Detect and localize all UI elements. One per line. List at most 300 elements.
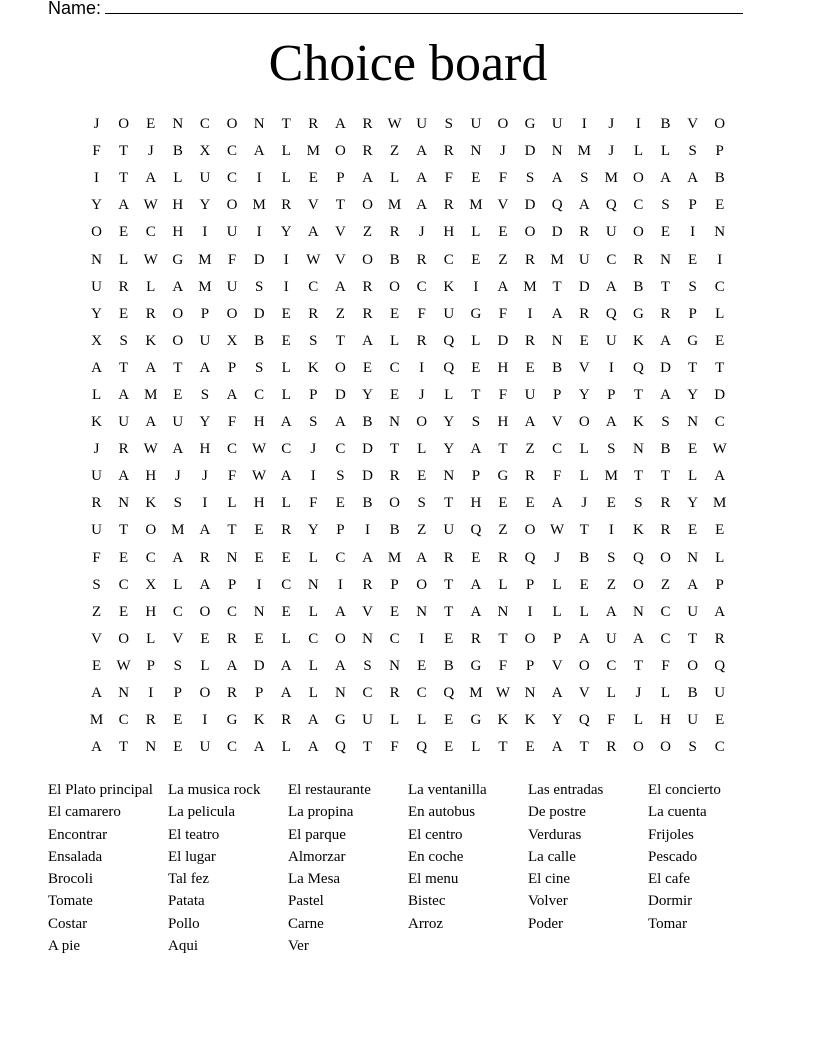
grid-letter: T: [444, 576, 454, 593]
grid-letter: L: [633, 143, 643, 160]
grid-letter: Q: [633, 359, 644, 376]
grid-letter: L: [579, 441, 589, 458]
grid-letter: I: [473, 278, 479, 295]
grid-letter: U: [362, 712, 373, 729]
grid-letter: L: [281, 170, 291, 187]
grid-letter: N: [172, 116, 184, 133]
grid-letter: D: [524, 197, 536, 214]
grid-letter: E: [444, 712, 454, 729]
grid-letter: L: [444, 386, 454, 403]
grid-letter: A: [145, 414, 157, 431]
grid-letter: O: [524, 224, 536, 241]
grid-letter: C: [145, 549, 156, 566]
grid-letter: N: [470, 143, 482, 160]
grid-letter: S: [254, 278, 264, 295]
grid-letter: J: [93, 116, 100, 133]
grid-letter: E: [281, 603, 291, 620]
grid-letter: B: [552, 359, 563, 376]
grid-letter: C: [281, 441, 292, 458]
grid-letter: I: [256, 170, 262, 187]
grid-letter: C: [335, 441, 346, 458]
grid-letter: D: [578, 278, 590, 295]
grid-letter: L: [389, 332, 400, 349]
grid-letter: W: [116, 657, 131, 674]
word-list-item: El lugar: [168, 848, 216, 865]
word-list-item: Ensalada: [48, 848, 103, 865]
grid-letter: O: [118, 116, 130, 133]
grid-letter: R: [579, 305, 590, 322]
name-field[interactable]: [48, 0, 743, 19]
grid-letter: Y: [199, 414, 211, 431]
grid-letter: L: [281, 143, 291, 160]
grid-letter: A: [416, 143, 428, 160]
page-title: Choice board: [268, 35, 548, 92]
grid-letter: R: [308, 116, 319, 133]
grid-letter: H: [253, 414, 265, 431]
grid-letter: O: [334, 630, 346, 647]
grid-letter: R: [145, 712, 156, 729]
grid-letter: B: [389, 251, 400, 268]
grid-letter: V: [334, 251, 346, 268]
grid-letter: O: [633, 576, 644, 593]
grid-letter: U: [470, 116, 482, 133]
grid-letter: A: [470, 603, 482, 620]
grid-letter: P: [715, 576, 724, 593]
grid-letter: D: [362, 468, 373, 485]
grid-letter: B: [660, 116, 671, 133]
grid-letter: I: [419, 359, 425, 376]
word-list-item: El camarero: [48, 804, 121, 821]
grid-letter: L: [715, 305, 725, 322]
grid-letter: N: [687, 414, 699, 431]
grid-letter: O: [633, 739, 644, 756]
grid-letter: N: [226, 549, 238, 566]
grid-letter: A: [334, 603, 346, 620]
grid-letter: K: [145, 332, 157, 349]
word-list-item: El centro: [408, 826, 463, 843]
grid-letter: L: [281, 739, 291, 756]
grid-letter: L: [660, 685, 671, 702]
grid-letter: N: [307, 576, 319, 593]
grid-letter: V: [578, 685, 590, 702]
grid-letter: D: [253, 657, 265, 674]
word-list-item: La pelicula: [168, 804, 236, 821]
grid-letter: C: [227, 170, 238, 187]
grid-letter: B: [579, 549, 590, 566]
grid-letter: A: [687, 170, 699, 187]
grid-letter: N: [443, 468, 455, 485]
grid-letter: S: [525, 170, 535, 187]
word-list-item: La propina: [288, 804, 354, 821]
grid-letter: C: [172, 603, 183, 620]
grid-letter: M: [144, 386, 158, 403]
grid-letter: L: [715, 549, 725, 566]
grid-letter: O: [578, 657, 590, 674]
grid-letter: G: [172, 251, 184, 268]
grid-letter: C: [714, 278, 725, 295]
grid-letter: O: [199, 603, 211, 620]
grid-letter: B: [633, 278, 644, 295]
grid-letter: L: [146, 630, 156, 647]
grid-letter: R: [497, 549, 508, 566]
grid-letter: S: [607, 549, 616, 566]
grid-letter: L: [308, 549, 318, 566]
grid-letter: L: [660, 143, 671, 160]
grid-letter: O: [226, 197, 238, 214]
grid-letter: Z: [335, 305, 345, 322]
grid-letter: H: [497, 414, 509, 431]
grid-letter: Q: [714, 657, 726, 674]
grid-letter: L: [308, 657, 318, 674]
word-list-item: Volver: [528, 893, 568, 910]
grid-letter: R: [443, 549, 454, 566]
grid-letter: K: [91, 414, 102, 431]
grid-letter: U: [199, 332, 211, 349]
grid-letter: A: [416, 549, 428, 566]
grid-letter: L: [173, 576, 183, 593]
grid-letter: I: [256, 224, 262, 241]
grid-letter: C: [118, 712, 129, 729]
grid-letter: W: [387, 116, 402, 133]
grid-letter: O: [226, 116, 238, 133]
grid-letter: U: [524, 386, 536, 403]
grid-letter: M: [604, 170, 618, 187]
grid-letter: A: [145, 170, 157, 187]
word-list-item: Pescado: [648, 848, 698, 865]
grid-letter: L: [579, 468, 589, 485]
grid-letter: E: [389, 603, 400, 620]
word-list-item: Tomate: [48, 893, 93, 910]
grid-letter: C: [416, 685, 427, 702]
grid-letter: A: [660, 170, 671, 187]
grid-letter: I: [148, 685, 154, 702]
grid-letter: H: [497, 359, 509, 376]
grid-letter: E: [715, 197, 725, 214]
grid-letter: E: [579, 576, 589, 593]
grid-letter: A: [145, 359, 157, 376]
grid-letter: R: [362, 278, 373, 295]
grid-letter: C: [552, 441, 563, 458]
grid-letter: P: [309, 386, 318, 403]
grid-letter: R: [633, 251, 644, 268]
grid-letter: C: [714, 739, 725, 756]
grid-letter: O: [524, 522, 536, 539]
grid-letter: I: [364, 522, 370, 539]
grid-letter: T: [444, 603, 454, 620]
grid-letter: L: [389, 170, 400, 187]
grid-letter: C: [416, 278, 427, 295]
grid-letter: R: [281, 522, 292, 539]
grid-letter: O: [416, 576, 428, 593]
grid-letter: Q: [470, 522, 482, 539]
grid-letter: O: [416, 414, 428, 431]
grid-letter: A: [660, 386, 671, 403]
grid-letter: B: [660, 441, 671, 458]
grid-letter: U: [443, 305, 455, 322]
grid-letter: S: [580, 170, 589, 187]
grid-letter: R: [227, 685, 238, 702]
grid-letter: C: [227, 143, 238, 160]
grid-letter: R: [443, 197, 454, 214]
grid-letter: Y: [687, 386, 699, 403]
grid-letter: S: [173, 657, 182, 674]
grid-letter: V: [362, 603, 373, 620]
grid-letter: A: [280, 414, 292, 431]
grid-letter: A: [551, 685, 563, 702]
grid-letter: E: [715, 712, 725, 729]
grid-letter: G: [687, 332, 699, 349]
grid-letter: S: [607, 441, 616, 458]
grid-letter: C: [660, 630, 671, 647]
grid-letter: T: [498, 739, 508, 756]
grid-letter: M: [469, 197, 483, 214]
grid-letter: T: [335, 197, 345, 214]
grid-letter: S: [309, 414, 318, 431]
grid-letter: S: [363, 657, 372, 674]
grid-letter: C: [335, 549, 346, 566]
grid-letter: Z: [389, 143, 400, 160]
grid-letter: J: [500, 143, 506, 160]
grid-letter: L: [281, 495, 291, 512]
grid-letter: C: [389, 630, 400, 647]
grid-letter: R: [470, 630, 481, 647]
grid-letter: P: [552, 630, 562, 647]
letter-grid: [83, 111, 733, 761]
grid-letter: U: [551, 116, 563, 133]
grid-letter: Q: [605, 305, 617, 322]
grid-letter: T: [660, 278, 671, 295]
grid-letter: T: [281, 116, 291, 133]
grid-letter: T: [173, 359, 183, 376]
grid-letter: N: [633, 441, 644, 458]
grid-letter: C: [227, 603, 238, 620]
word-list-item: Pastel: [288, 893, 324, 910]
grid-letter: F: [444, 170, 453, 187]
word-list-item: Ver: [288, 938, 309, 955]
grid-letter: T: [119, 359, 129, 376]
grid-letter: R: [227, 630, 238, 647]
grid-letter: V: [687, 116, 699, 133]
grid-letter: M: [198, 278, 212, 295]
grid-letter: N: [362, 630, 373, 647]
grid-letter: E: [389, 386, 400, 403]
grid-letter: M: [550, 251, 564, 268]
word-list-item: A pie: [48, 938, 81, 955]
grid-letter: V: [551, 414, 563, 431]
grid-letter: P: [336, 170, 345, 187]
grid-letter: J: [174, 468, 181, 485]
grid-letter: A: [605, 414, 617, 431]
grid-letter: T: [688, 359, 698, 376]
grid-letter: E: [444, 630, 454, 647]
grid-letter: I: [202, 495, 208, 512]
grid-letter: F: [498, 170, 508, 187]
word-list-item: La ventanilla: [408, 782, 487, 798]
grid-letter: Q: [524, 549, 536, 566]
grid-letter: A: [416, 197, 428, 214]
grid-letter: Y: [362, 386, 373, 403]
grid-letter: E: [471, 359, 481, 376]
grid-letter: S: [634, 495, 643, 512]
grid-letter: L: [606, 685, 616, 702]
grid-letter: B: [687, 685, 698, 702]
grid-letter: A: [118, 468, 130, 485]
grid-letter: F: [92, 549, 101, 566]
word-list-item: El Plato principal: [48, 782, 153, 798]
grid-letter: A: [362, 549, 373, 566]
grid-letter: T: [660, 468, 671, 485]
grid-letter: L: [471, 332, 481, 349]
grid-letter: H: [660, 712, 671, 729]
grid-letter: Y: [443, 414, 455, 431]
grid-letter: Z: [660, 576, 671, 593]
grid-letter: L: [471, 224, 481, 241]
grid-letter: W: [712, 441, 727, 458]
grid-letter: M: [306, 143, 320, 160]
grid-letter: A: [199, 359, 211, 376]
grid-letter: A: [605, 278, 617, 295]
grid-letter: Y: [199, 197, 211, 214]
grid-letter: E: [254, 549, 264, 566]
grid-letter: I: [581, 116, 587, 133]
grid-letter: A: [172, 278, 184, 295]
grid-letter: I: [527, 305, 533, 322]
grid-letter: C: [308, 630, 319, 647]
grid-letter: O: [172, 332, 184, 349]
grid-letter: I: [202, 224, 208, 241]
grid-letter: V: [307, 197, 319, 214]
grid-letter: A: [470, 576, 482, 593]
grid-letter: T: [471, 386, 481, 403]
grid-letter: J: [93, 441, 100, 458]
grid-letter: A: [497, 278, 509, 295]
grid-letter: C: [145, 224, 156, 241]
grid-letter: A: [199, 522, 211, 539]
grid-letter: D: [253, 305, 265, 322]
grid-letter: R: [579, 224, 590, 241]
grid-letter: L: [633, 712, 643, 729]
grid-letter: Y: [307, 522, 319, 539]
word-list-item: Brocoli: [48, 871, 93, 888]
word-list-item: Carne: [288, 915, 324, 932]
grid-letter: Y: [443, 441, 455, 458]
grid-letter: M: [387, 549, 402, 566]
grid-letter: F: [227, 414, 237, 431]
grid-letter: Y: [280, 224, 292, 241]
grid-letter: O: [118, 630, 130, 647]
grid-letter: P: [390, 576, 399, 593]
grid-letter: M: [89, 712, 104, 729]
word-list-item: Almorzar: [288, 848, 346, 865]
grid-letter: M: [713, 495, 727, 512]
word-list-item: Arroz: [408, 915, 443, 932]
grid-letter: A: [714, 468, 726, 485]
grid-letter: Q: [416, 739, 428, 756]
name-blank-line[interactable]: [105, 0, 743, 14]
grid-letter: M: [577, 143, 591, 160]
grid-letter: L: [146, 278, 156, 295]
grid-letter: R: [362, 143, 373, 160]
word-list-item: Aqui: [168, 938, 198, 955]
grid-letter: Q: [443, 359, 455, 376]
word-list-item: Bistec: [408, 893, 446, 910]
grid-letter: A: [605, 603, 617, 620]
word-list-item: El cafe: [648, 871, 691, 888]
word-list-item: Pollo: [168, 915, 200, 932]
grid-letter: O: [687, 657, 699, 674]
grid-letter: T: [227, 522, 237, 539]
grid-letter: I: [419, 630, 425, 647]
grid-letter: G: [497, 468, 509, 485]
name-label: Name:: [48, 0, 102, 18]
grid-letter: N: [334, 685, 346, 702]
grid-letter: K: [633, 522, 644, 539]
grid-letter: K: [633, 414, 644, 431]
grid-letter: R: [199, 549, 210, 566]
word-list-item: La cuenta: [648, 804, 707, 821]
grid-letter: Q: [633, 549, 644, 566]
grid-letter: U: [605, 332, 617, 349]
grid-letter: S: [173, 495, 182, 512]
grid-letter: S: [471, 414, 481, 431]
grid-letter: V: [91, 630, 102, 647]
word-list-item: Las entradas: [528, 782, 604, 798]
grid-letter: E: [417, 468, 427, 485]
word-list-item: Poder: [528, 915, 563, 932]
grid-letter: X: [199, 143, 211, 160]
grid-letter: G: [633, 305, 644, 322]
grid-letter: E: [525, 739, 535, 756]
grid-letter: E: [200, 630, 210, 647]
word-list-item: El restaurante: [288, 782, 371, 798]
grid-letter: A: [280, 657, 292, 674]
grid-letter: E: [715, 332, 725, 349]
grid-letter: W: [143, 251, 158, 268]
grid-letter: E: [146, 116, 156, 133]
grid-letter: M: [252, 197, 266, 214]
word-list-item: El teatro: [168, 826, 220, 843]
grid-letter: I: [635, 116, 641, 133]
grid-letter: A: [307, 224, 319, 241]
grid-letter: T: [444, 495, 454, 512]
grid-letter: D: [362, 441, 373, 458]
grid-letter: E: [119, 305, 129, 322]
grid-letter: L: [308, 603, 318, 620]
grid-letter: A: [578, 197, 590, 214]
grid-letter: T: [119, 143, 129, 160]
grid-letter: A: [91, 685, 102, 702]
grid-letter: B: [362, 414, 373, 431]
grid-letter: E: [660, 224, 671, 241]
grid-letter: I: [283, 251, 289, 268]
grid-letter: Y: [687, 495, 699, 512]
grid-letter: L: [200, 657, 210, 674]
grid-letter: R: [308, 305, 319, 322]
grid-letter: K: [145, 495, 157, 512]
grid-letter: U: [91, 522, 102, 539]
grid-letter: F: [607, 712, 616, 729]
grid-letter: O: [660, 739, 671, 756]
grid-letter: W: [143, 197, 158, 214]
grid-letter: L: [552, 576, 562, 593]
grid-letter: A: [307, 712, 319, 729]
word-list-item: Tomar: [648, 915, 687, 932]
grid-letter: E: [417, 657, 427, 674]
word-list-item: Frijoles: [648, 826, 694, 843]
grid-letter: U: [605, 224, 617, 241]
grid-letter: N: [660, 251, 671, 268]
grid-letter: W: [306, 251, 321, 268]
